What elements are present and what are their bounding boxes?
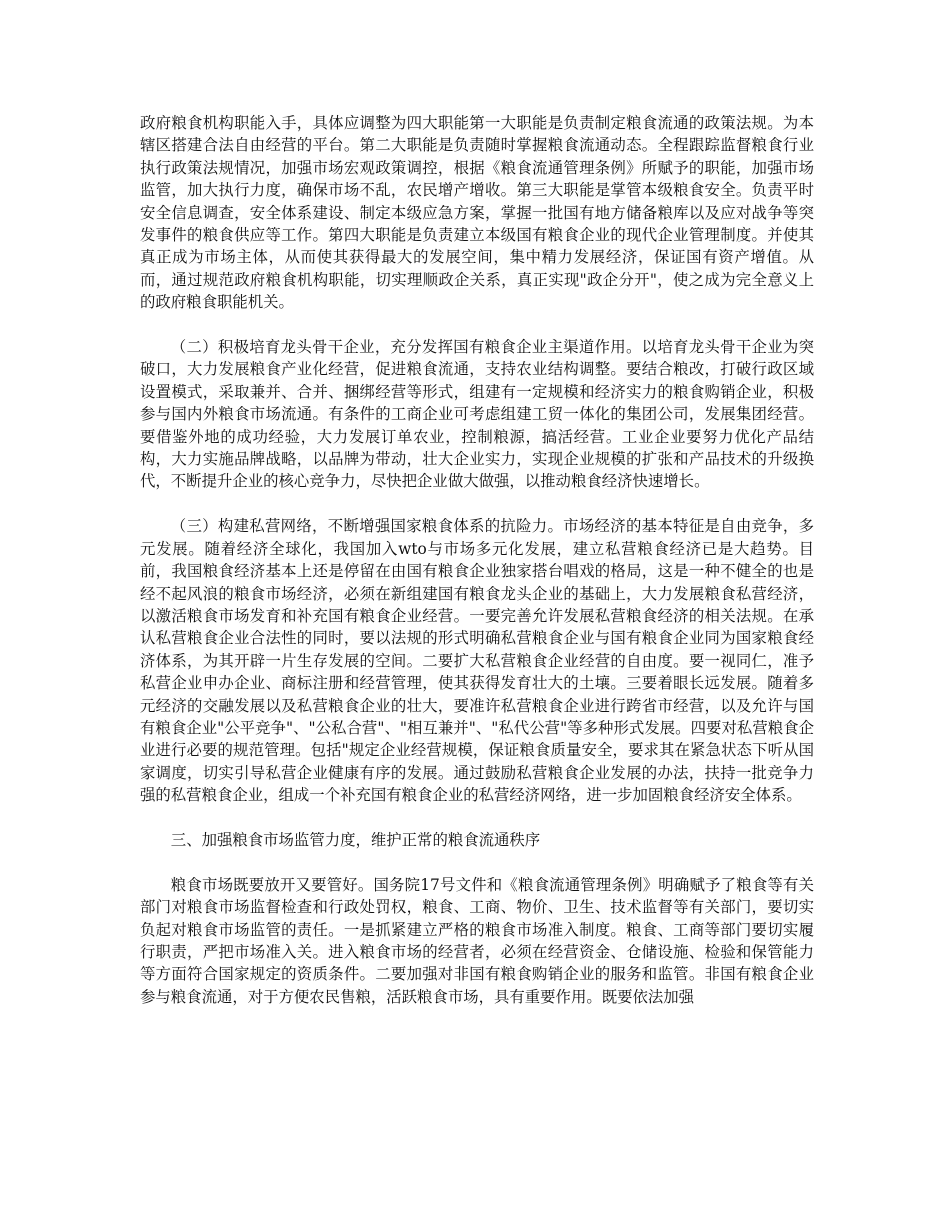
document-page [140,112,814,1031]
paragraph-private-network: （三）构建私营网络，不断增强国家粮食体系的抗险力。市场经济的基本特征是自由竞争，多元发展。随着经济全球化，我国加入wto与市场多元化发展，建立私营粮食经济已是大趋势。目前，我国粮食经济基本上还是停留在由国有粮食企业独家搭台唱戏的格局，这是一种不健全的也是经不起风浪的粮食市场经济，必须在新组建国有粮食龙头企业的基础上，大力发展粮食私营经济，以激活粮食市场发育和补充国有粮食企业经营。一要完善允许发展私营粮食经济的相关法规。在承认私营粮食企业合法性的同时，要以法规的形式明确私营粮食企业与国有粮食企业同为国家粮食经济体系，为其开辟一片生存发展的空间。二要扩大私营粮食企业经营的自由度。要一视同仁，准予私营企业申办企业、商标注册和经营管理，使其获得发育壮大的土壤。三要着眼长远发展。随着多元经济的交融发展以及私营粮食企业的壮大，要准许私营粮食企业进行跨省市经营，以及允许与国有粮食企业"公平竞争"、"公私合营"、"相互兼并"、"私代公营"等多种形式发展。四要对私营粮食企业进行必要的规范管理。包括"规定企业经营规模，保证粮食质量安全，要求其在紧急状态下听从国家调度，切实引导私营企业健康有序的发展。通过鼓励私营粮食企业发展的办法，扶持一批竞争力强的私营粮食企业，组成一个补充国有粮食企业的私营经济网络，进一步加固粮食经济安全体系。 [140,517,814,805]
paragraph-market-regulation: 粮食市场既要放开又要管好。国务院17号文件和《粮食流通管理条例》明确赋予了粮食等有关部门对粮食市场监督检查和行政处罚权，粮食、工商、物价、卫生、技术监督等有关部门，要切实负起对粮食市场监管的责任。一是抓紧建立严格的粮食市场准入制度。粮食、工商等部门要切实履行职责，严把市场准入关。进入粮食市场的经营者，必须在经营资金、仓储设施、检验和保管能力等方面符合国家规定的资质条件。二要加强对非国有粮食购销企业的服务和监管。非国有粮食企业参与粮食流通，对于方便农民售粮，活跃粮食市场，具有重要作用。既要依法加强 [140,875,814,1006]
paragraph-government-functions: 政府粮食机构职能入手，具体应调整为四大职能第一大职能是负责制定粮食流通的政策法规。为本辖区搭建合法自由经营的平台。第二大职能是负责随时掌握粮食流通动态。全程跟踪监督粮食行业执行政策法规情况，加强市场宏观政策调控，根据《粮食流通管理条例》所赋予的职能，加强市场监管，加大执行力度，确保市场不乱，农民增产增收。第三大职能是掌管本级粮食安全。负责平时安全信息调查，安全体系建设、制定本级应急方案，掌握一批国有地方储备粮库以及应对战争等突发事件的粮食供应等工作。第四大职能是负责建立本级国有粮食企业的现代企业管理制度。并使其真正成为市场主体，从而使其获得最大的发展空间，集中精力发展经济，保证国有资产增值。从而，通过规范政府粮食机构职能，切实理顺政企关系，真正实现"政企分开"，使之成为完全意义上的政府粮食职能机关。 [140,114,814,312]
paragraph-leading-enterprises: （二）积极培育龙头骨干企业，充分发挥国有粮食企业主渠道作用。以培育龙头骨干企业为突破口，大力发展粮食产业化经营，促进粮食流通，支持农业结构调整。要结合粮改，打破行政区域设置模式，采取兼并、合并、捆绑经营等形式，组建有一定规模和经济实力的粮食购销企业，积极参与国内外粮食市场流通。有条件的工商企业可考虑组建工贸一体化的集团公司，发展集团经营。要借鉴外地的成功经验，大力发展订单农业，控制粮源，搞活经营。工业企业要努力优化产品结构，大力实施品牌战略，以品牌为带动，壮大企业实力，实现企业规模的扩张和产品技术的升级换代，不断提升企业的核心竞争力，尽快把企业做大做强，以推动粮食经济快速增长。 [140,338,814,491]
section-heading-market-supervision: 三、加强粮食市场监管力度，维护正常的粮食流通秩序 [170,830,541,849]
